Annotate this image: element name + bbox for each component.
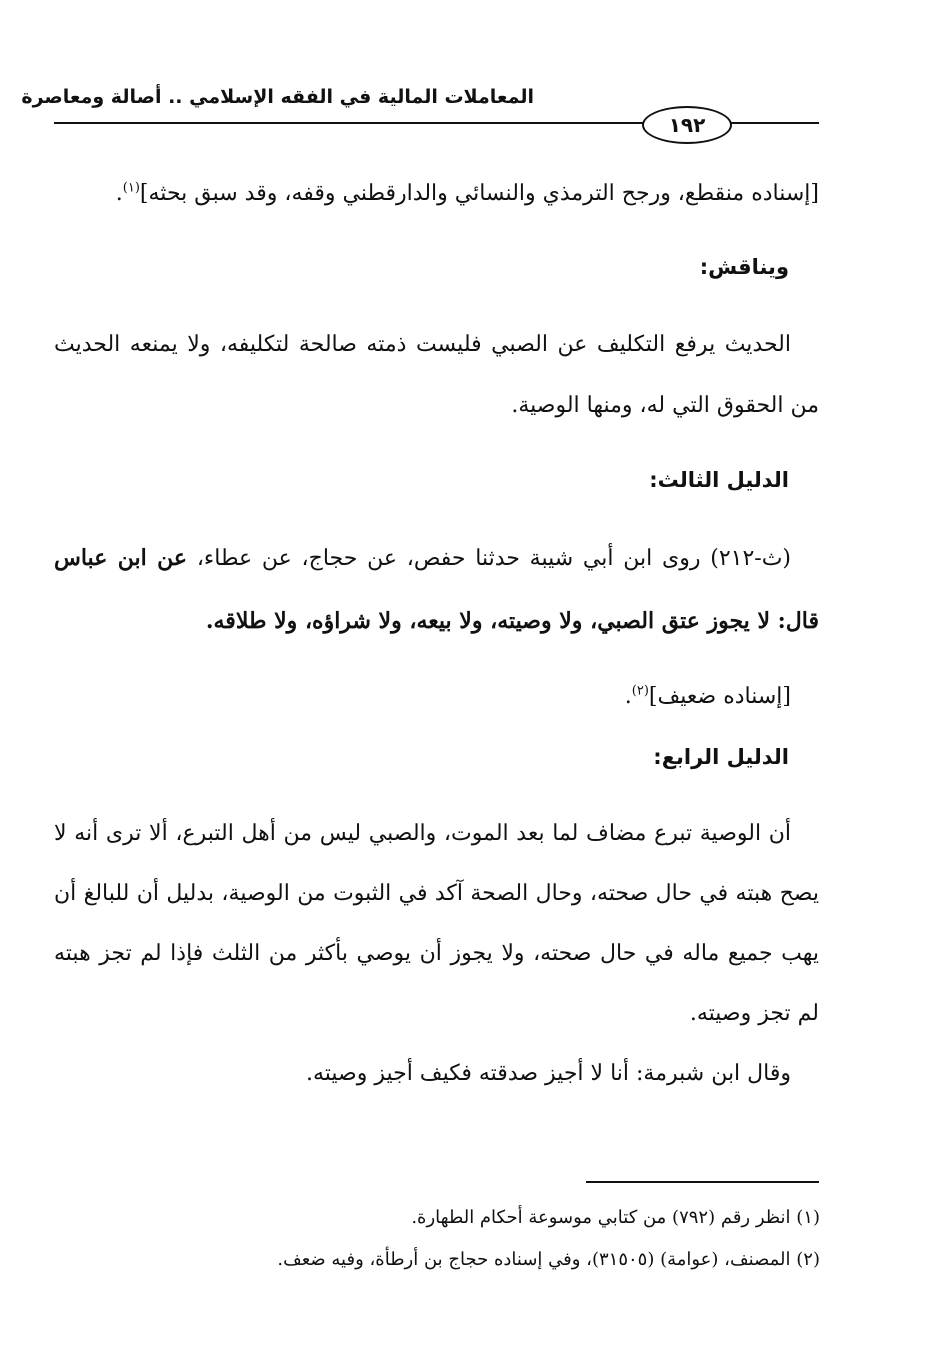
page-number: ١٩٢ <box>642 106 732 144</box>
paragraph-niqash: الحديث يرفع التكليف عن الصبي فليست ذمته صالحة لتكليفه، ولا يمنعه الحديث من الحقوق التي له، ومنها الوصية. <box>54 332 819 418</box>
footnote-rule <box>586 1181 819 1183</box>
paragraph-rabi: أن الوصية تبرع مضاف لما بعد الموت، والصبي ليس من أهل التبرع، ألا ترى أنه لا يصح هبته في حال صحته، وحال الصحة آكد في الثبوت من الوصية، بدليل أن للبالغ أن يهب جميع ماله في حال صحته، ولا يجوز أن يوصي بأكثر من الثلث فإذا لم تجز هبته لم تجز وصيته. <box>54 821 819 1026</box>
isnad-2-text: [إسناده ضعيف] <box>648 684 791 709</box>
main-text <box>54 165 819 1104</box>
footnote-ref-2: (٢) <box>631 683 649 699</box>
footnotes <box>120 1197 820 1281</box>
heading-dalil-rabi: الدليل الرابع: <box>653 745 789 769</box>
heading-dalil-thalith: الدليل الثالث: <box>649 468 789 492</box>
paragraph-isnad-1 <box>54 165 819 223</box>
footnote-ref-1: (١) <box>122 180 140 196</box>
heading-yunaqash: ويناقش: <box>699 255 789 279</box>
athar-intro: (ث-٢١٢) روى ابن أبي شيبة حدثنا حفص، عن حجاج، عن عطاء، <box>196 546 792 571</box>
footnote-2: (٢) المصنف، (عوامة) (٣١٥٠٥)، وفي إسناده حجاج بن أرطأة، وفيه ضعف. <box>277 1249 820 1270</box>
running-title: المعاملات المالية في الفقه الإسلامي .. أصالة ومعاصرة <box>21 86 534 108</box>
isnad-1-end: . <box>115 181 123 206</box>
athar-text-bold: عن ابن عباس قال: لا يجوز عتق الصبي، ولا وصيته، ولا بيعه، ولا شراؤه، ولا طلاقه. <box>54 545 819 634</box>
paragraph-athar <box>54 527 819 653</box>
isnad-1-text: [إسناده منقطع، ورجح الترمذي والنسائي والدارقطني وقفه، وقد سبق بحثه] <box>139 181 819 206</box>
isnad-2-end: . <box>624 684 632 709</box>
paragraph-shubruma: وقال ابن شبرمة: أنا لا أجيز صدقته فكيف أجيز وصيته. <box>305 1061 791 1086</box>
paragraph-isnad-2 <box>54 681 819 713</box>
footnote-1: (١) انظر رقم (٧٩٢) من كتابي موسوعة أحكام الطهارة. <box>411 1207 820 1228</box>
